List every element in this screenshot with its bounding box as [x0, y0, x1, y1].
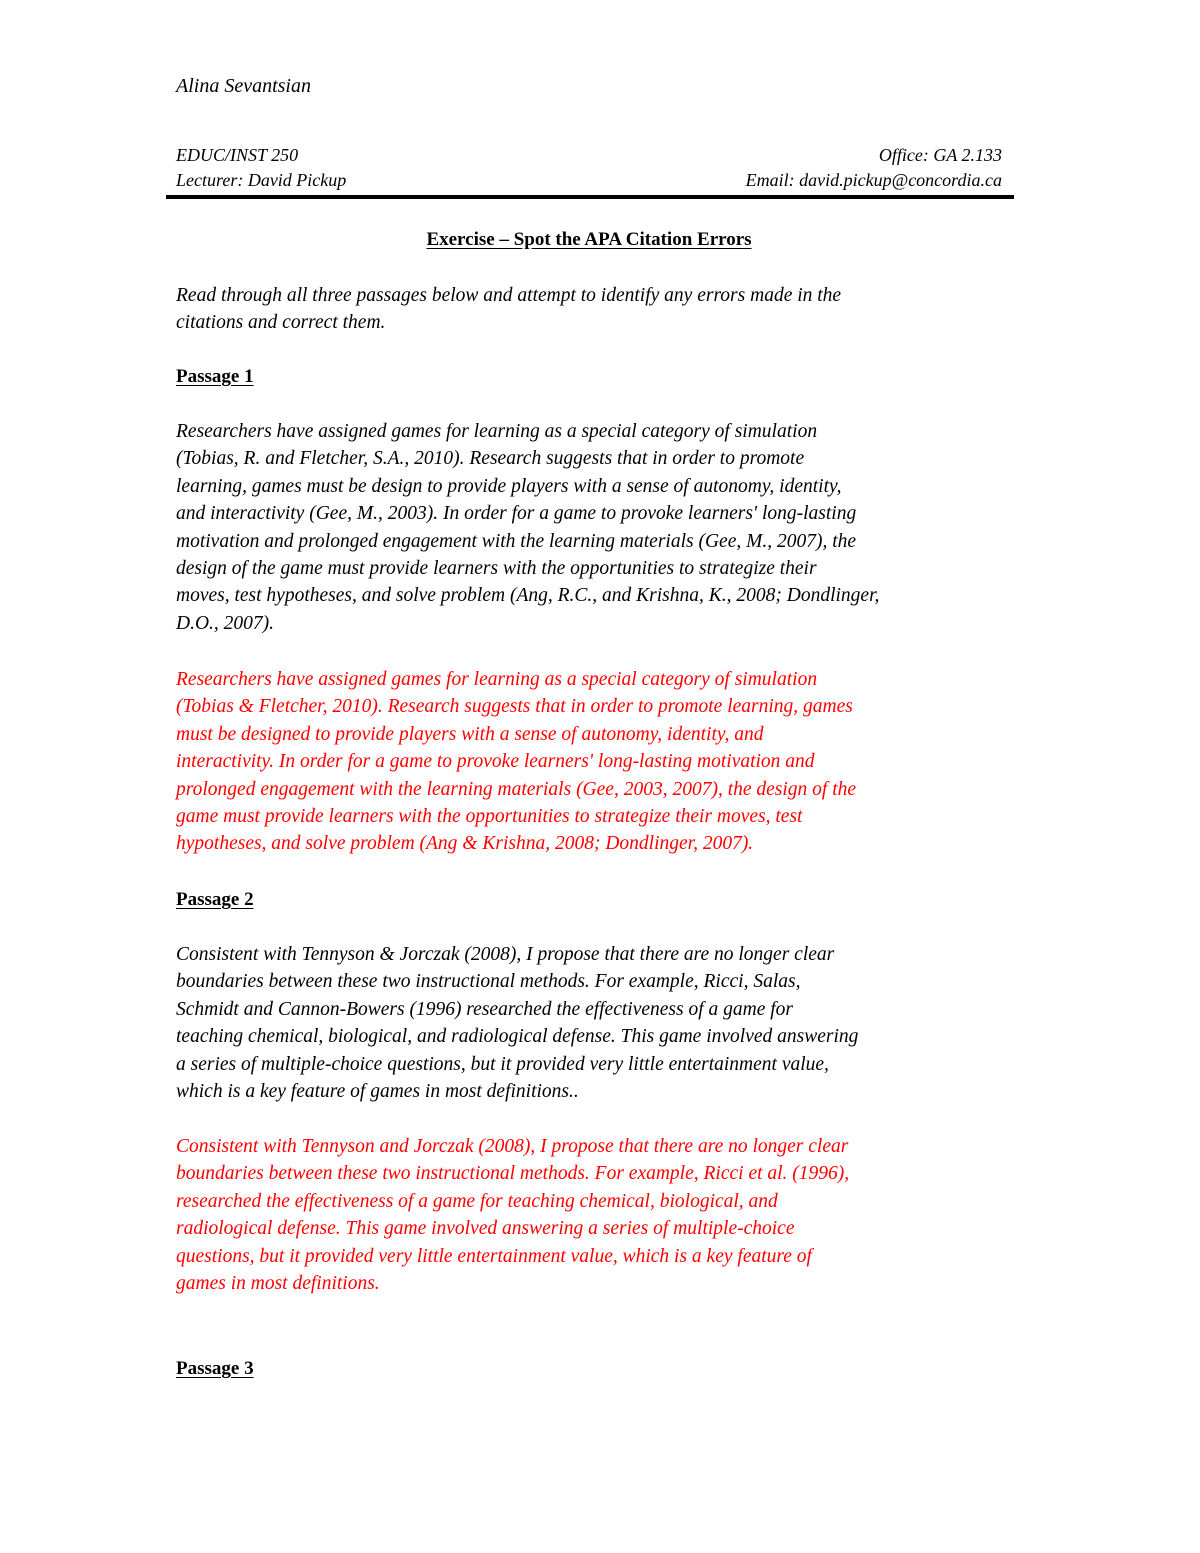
correction-line: must be designed to provide players with a sense of autonomy, identity, and — [176, 723, 764, 745]
correction-line: game must provide learners with the opportunities to strategize their moves, test — [176, 806, 803, 828]
passage-line: a series of multiple-choice questions, but it provided very little entertainment value, — [176, 1053, 829, 1075]
instructions — [176, 282, 1036, 337]
passage-line: D.O., 2007). — [176, 612, 275, 634]
correction-line: Consistent with Tennyson and Jorczak (2008), I propose that there are no longer clear — [176, 1136, 849, 1157]
exercise-title: Exercise – Spot the APA Citation Errors — [426, 229, 752, 250]
passage-2-original — [176, 941, 1036, 1105]
course-code: EDUC/INST 250 — [176, 145, 299, 165]
office-location: Office: GA 2.133 — [878, 145, 1002, 165]
lecturer-name: Lecturer: David Pickup — [176, 170, 347, 190]
passage-line: moves, test hypotheses, and solve problem (Ang, R.C., and Krishna, K., 2008; Dondlinger, — [176, 585, 880, 607]
correction-line: games in most definitions. — [176, 1273, 380, 1295]
instructions-line: citations and correct them. — [176, 312, 386, 334]
header-row-course — [176, 143, 1002, 167]
passage-line: which is a key feature of games in most definitions.. — [176, 1081, 579, 1103]
passage-1-original — [176, 418, 1036, 637]
correction-line: interactivity. In order for a game to provoke learners' long-lasting motivation and — [176, 751, 815, 773]
passage-line: teaching chemical, biological, and radiological defense. This game involved answering — [176, 1026, 859, 1048]
passage-line: boundaries between these two instructional methods. For example, Ricci, Salas, — [176, 971, 801, 993]
passage-1-corrected — [176, 666, 1036, 858]
passage-2-corrected — [176, 1133, 1036, 1297]
correction-line: prolonged engagement with the learning materials (Gee, 2003, 2007), the design of the — [176, 778, 857, 800]
correction-line: hypotheses, and solve problem (Ang & Krishna, 2008; Dondlinger, 2007). — [176, 833, 754, 855]
passage-3-heading: Passage 3 — [176, 1358, 254, 1379]
passage-line: Schmidt and Cannon-Bowers (1996) researched the effectiveness of a game for — [176, 998, 794, 1020]
passage-line: Researchers have assigned games for learning as a special category of simulation — [176, 421, 818, 442]
correction-line: Researchers have assigned games for learning as a special category of simulation — [176, 669, 818, 690]
instructions-line: Read through all three passages below and attempt to identify any errors made in the — [176, 285, 842, 306]
passage-2-heading: Passage 2 — [176, 889, 254, 910]
lecturer-email: Email: david.pickup@concordia.ca — [745, 170, 1002, 190]
passage-line: design of the game must provide learners with the opportunities to strategize their — [176, 558, 817, 580]
passage-line: (Tobias, R. and Fletcher, S.A., 2010). Research suggests that in order to promote — [176, 448, 805, 470]
header-divider — [166, 195, 1014, 199]
passage-line: learning, games must be design to provide players with a sense of autonomy, identity, — [176, 475, 842, 497]
author-name: Alina Sevantsian — [176, 75, 311, 97]
passage-1-heading: Passage 1 — [176, 366, 254, 387]
passage-line: and interactivity (Gee, M., 2003). In order for a game to provoke learners' long-lasting — [176, 503, 857, 525]
passage-line: Consistent with Tennyson & Jorczak (2008), I propose that there are no longer clear — [176, 944, 835, 965]
correction-line: boundaries between these two instructional methods. For example, Ricci et al. (1996), — [176, 1163, 850, 1185]
passage-line: motivation and prolonged engagement with the learning materials (Gee, M., 2007), the — [176, 530, 857, 552]
correction-line: radiological defense. This game involved answering a series of multiple-choice — [176, 1218, 795, 1240]
header-row-lecturer — [176, 168, 1002, 192]
correction-line: researched the effectiveness of a game for teaching chemical, biological, and — [176, 1190, 778, 1212]
correction-line: questions, but it provided very little entertainment value, which is a key feature of — [176, 1245, 812, 1267]
correction-line: (Tobias & Fletcher, 2010). Research suggests that in order to promote learning, games — [176, 696, 853, 718]
